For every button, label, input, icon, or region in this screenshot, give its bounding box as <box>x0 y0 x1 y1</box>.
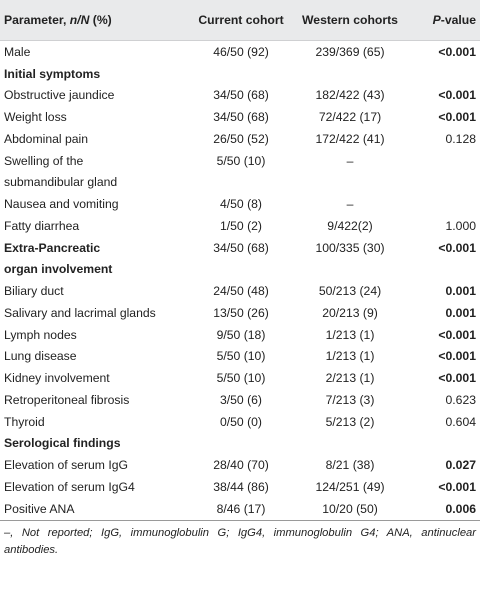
row-label: Initial symptoms <box>4 66 101 81</box>
p-value-cell: 0.604 <box>445 414 476 429</box>
row-label: Obstructive jaundice <box>4 88 115 103</box>
p-value-cell: <0.001 <box>438 110 476 125</box>
p-value-cell: <0.001 <box>438 349 476 364</box>
western-cohorts-cell: 72/422 (17) <box>318 110 382 125</box>
table-row <box>0 193 480 215</box>
western-cohorts-cell: 172/422 (41) <box>315 131 385 146</box>
p-value-cell: <0.001 <box>438 88 476 103</box>
table-row <box>0 215 480 237</box>
table-row <box>0 63 480 85</box>
table-row <box>0 280 480 302</box>
table-row <box>0 454 480 476</box>
western-cohorts-cell: 50/213 (24) <box>318 284 382 299</box>
p-value-cell <box>404 193 480 215</box>
current-cohort-cell <box>186 433 296 455</box>
current-cohort-cell <box>186 63 296 85</box>
table-row <box>0 172 480 194</box>
current-cohort-cell: 38/44 (86) <box>213 479 269 494</box>
western-cohorts-cell <box>296 433 404 455</box>
current-cohort-cell: 46/50 (92) <box>213 44 269 59</box>
current-cohort-cell: 24/50 (48) <box>213 284 269 299</box>
current-cohort-cell: 34/50 (68) <box>213 88 269 103</box>
row-label: Abdominal pain <box>4 131 89 146</box>
table-row <box>0 346 480 368</box>
western-cohorts-cell: 7/213 (3) <box>325 392 375 407</box>
current-cohort-cell: 5/50 (10) <box>216 371 266 386</box>
table-row <box>0 85 480 107</box>
table-row <box>0 302 480 324</box>
row-label: Kidney involvement <box>4 371 110 386</box>
western-cohorts-cell: – <box>346 197 354 212</box>
header-current-cohort: Current cohort <box>186 0 296 41</box>
table-row <box>0 41 480 63</box>
table-row <box>0 476 480 498</box>
row-label: Lung disease <box>4 349 77 364</box>
western-cohorts-cell: – <box>346 153 354 168</box>
p-value-cell: 1.000 <box>445 218 476 233</box>
current-cohort-cell: 1/50 (2) <box>219 218 262 233</box>
p-value-cell: 0.623 <box>445 392 476 407</box>
western-cohorts-cell: 9/422(2) <box>327 218 373 233</box>
table-footnote: –, Not reported; IgG, immunoglobulin G; IgG4, immunoglobulin G4; ANA, antinuclear antibodies. <box>4 526 476 556</box>
p-value-cell: 0.001 <box>445 305 476 320</box>
row-label: Biliary duct <box>4 284 64 299</box>
current-cohort-cell: 34/50 (68) <box>213 240 269 255</box>
current-cohort-cell: 13/50 (26) <box>213 305 269 320</box>
table-header-row <box>0 0 480 41</box>
western-cohorts-cell: 10/20 (50) <box>296 498 404 520</box>
row-label: Extra-Pancreatic <box>4 240 101 255</box>
p-value-cell: <0.001 <box>438 327 476 342</box>
western-cohorts-cell: 1/213 (1) <box>325 349 375 364</box>
row-label: submandibular gland <box>4 175 118 190</box>
table-row <box>0 389 480 411</box>
western-cohorts-cell: 1/213 (1) <box>325 327 375 342</box>
current-cohort-cell: 0/50 (0) <box>219 414 262 429</box>
western-cohorts-cell: 5/213 (2) <box>325 414 375 429</box>
table-row <box>0 367 480 389</box>
western-cohorts-cell: 2/213 (1) <box>325 371 375 386</box>
table-row <box>0 150 480 172</box>
current-cohort-cell: 28/40 (70) <box>213 458 269 473</box>
p-value-cell: 0.128 <box>445 131 476 146</box>
current-cohort-cell: 5/50 (10) <box>216 349 266 364</box>
current-cohort-cell: 9/50 (18) <box>216 327 266 342</box>
current-cohort-cell: 5/50 (10) <box>216 153 266 168</box>
table-row <box>0 259 480 281</box>
p-value-cell: 0.027 <box>445 458 476 473</box>
header-parameter: Parameter, n/N (%) <box>0 0 186 41</box>
p-value-cell: 0.001 <box>445 284 476 299</box>
p-value-cell <box>404 63 480 85</box>
table-row <box>0 106 480 128</box>
row-label: Retroperitoneal fibrosis <box>4 392 130 407</box>
row-label: Fatty diarrhea <box>4 218 80 233</box>
p-value-cell: <0.001 <box>438 371 476 386</box>
current-cohort-cell: 26/50 (52) <box>213 131 269 146</box>
table-row <box>0 433 480 455</box>
western-cohorts-cell: 124/251 (49) <box>315 479 385 494</box>
table-row <box>0 498 480 520</box>
western-cohorts-cell: 8/21 (38) <box>325 458 375 473</box>
p-value-cell: <0.001 <box>438 479 476 494</box>
row-label: Male <box>4 44 31 59</box>
p-value-cell <box>404 150 480 172</box>
current-cohort-cell <box>186 172 296 194</box>
row-label: Elevation of serum IgG4 <box>4 479 135 494</box>
current-cohort-cell: 4/50 (8) <box>219 197 262 212</box>
p-value-cell: <0.001 <box>438 240 476 255</box>
western-cohorts-cell: 20/213 (9) <box>322 305 378 320</box>
p-value-cell: 0.006 <box>404 498 480 520</box>
row-label: Lymph nodes <box>4 327 77 342</box>
row-label: Salivary and lacrimal glands <box>4 305 156 320</box>
row-label: Nausea and vomiting <box>4 197 119 212</box>
row-label: Positive ANA <box>0 498 186 520</box>
western-cohorts-cell: 239/369 (65) <box>315 44 385 59</box>
row-label: Weight loss <box>4 110 67 125</box>
p-value-cell: <0.001 <box>438 44 476 59</box>
p-value-cell <box>404 433 480 455</box>
row-label: Thyroid <box>4 414 45 429</box>
western-cohorts-cell <box>296 63 404 85</box>
current-cohort-cell: 3/50 (6) <box>219 392 262 407</box>
table-row <box>0 324 480 346</box>
western-cohorts-cell <box>296 259 404 281</box>
current-cohort-cell: 34/50 (68) <box>213 110 269 125</box>
row-label: Serological findings <box>4 436 121 451</box>
table-row <box>0 237 480 259</box>
row-label: organ involvement <box>4 262 113 277</box>
row-label: Swelling of the <box>4 153 84 168</box>
p-value-cell <box>404 172 480 194</box>
header-p-value: P-value <box>404 0 480 41</box>
current-cohort-cell: 8/46 (17) <box>186 498 296 520</box>
header-western-cohorts: Western cohorts <box>296 0 404 41</box>
table-row <box>0 128 480 150</box>
current-cohort-cell <box>186 259 296 281</box>
western-cohorts-cell: 182/422 (43) <box>315 88 385 103</box>
western-cohorts-cell <box>296 172 404 194</box>
table-body <box>0 41 480 521</box>
table-row <box>0 411 480 433</box>
p-value-cell <box>404 259 480 281</box>
row-label: Elevation of serum IgG <box>4 458 128 473</box>
western-cohorts-cell: 100/335 (30) <box>315 240 385 255</box>
